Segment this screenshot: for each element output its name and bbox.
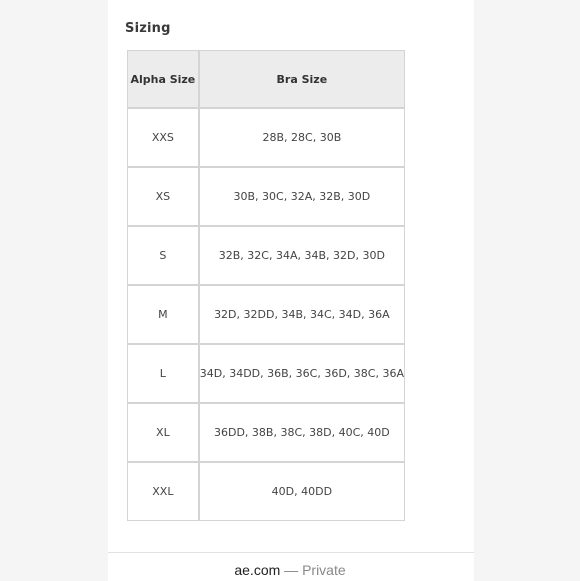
- sizing-table: [127, 50, 405, 521]
- table-row: [127, 462, 405, 521]
- alpha-size-cell: XXL: [127, 462, 199, 521]
- alpha-size-cell: L: [127, 344, 199, 403]
- table-row: [127, 167, 405, 226]
- alpha-size-cell: S: [127, 226, 199, 285]
- table-row: [127, 108, 405, 167]
- bra-size-cell: 32B, 32C, 34A, 34B, 32D, 30D: [199, 226, 405, 285]
- alpha-size-cell: XS: [127, 167, 199, 226]
- section-title: Sizing: [125, 21, 171, 36]
- bra-size-cell: 36DD, 38B, 38C, 38D, 40C, 40D: [199, 403, 405, 462]
- column-header-bra-size: Bra Size: [199, 50, 405, 108]
- address-bar-text[interactable]: [0, 562, 580, 578]
- bra-size-cell: 32D, 32DD, 34B, 34C, 34D, 36A: [199, 285, 405, 344]
- alpha-size-cell: XL: [127, 403, 199, 462]
- table-row: [127, 344, 405, 403]
- alpha-size-cell: XXS: [127, 108, 199, 167]
- bra-size-cell: 30B, 30C, 32A, 32B, 30D: [199, 167, 405, 226]
- bra-size-cell: 40D, 40DD: [199, 462, 405, 521]
- table-header-row: [127, 50, 405, 108]
- table-row: [127, 285, 405, 344]
- alpha-size-cell: M: [127, 285, 199, 344]
- table-row: [127, 403, 405, 462]
- column-header-alpha-size: Alpha Size: [127, 50, 199, 108]
- bra-size-cell: 28B, 28C, 30B: [199, 108, 405, 167]
- table-row: [127, 226, 405, 285]
- bra-size-cell: 34D, 34DD, 36B, 36C, 36D, 38C, 36A: [199, 344, 405, 403]
- separator: —: [284, 562, 299, 578]
- site-domain: ae.com: [234, 562, 281, 578]
- private-mode-label: Private: [302, 562, 346, 578]
